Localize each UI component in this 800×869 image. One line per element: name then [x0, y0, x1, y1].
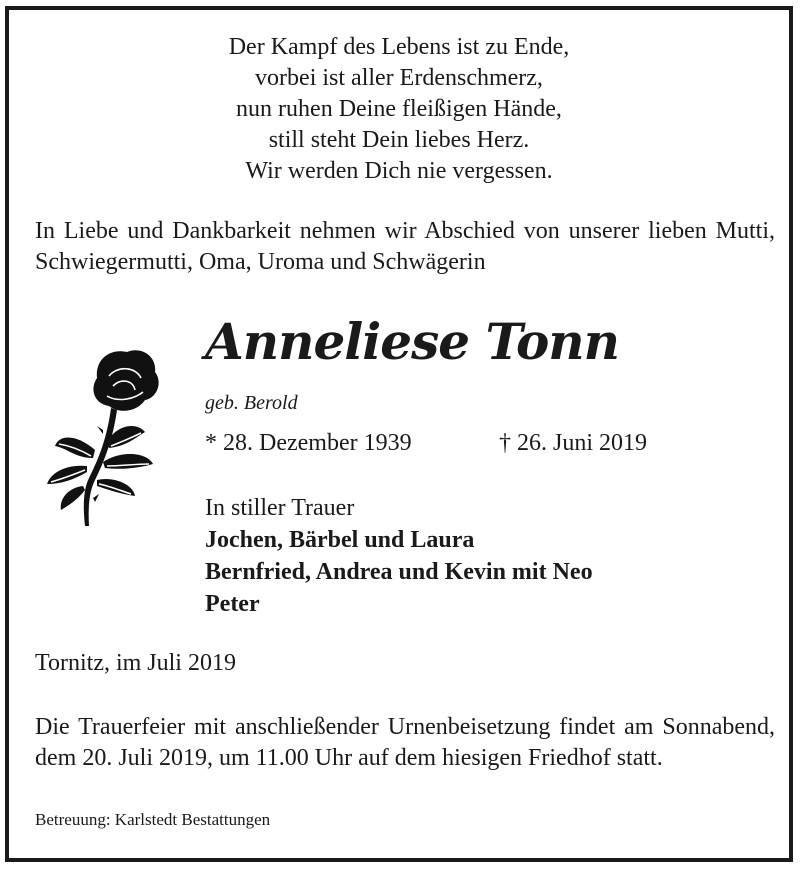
funeral-home-credit: Betreuung: Karlstedt Bestattungen [35, 810, 271, 829]
poem-line: Wir werden Dich nie vergessen. [245, 158, 553, 184]
poem-line: Der Kampf des Lebens ist zu Ende, [228, 34, 570, 60]
life-dates [205, 430, 648, 457]
death-date: † 26. Juni 2019 [499, 430, 648, 456]
mourner-names: Jochen, Bärbel und Laura [205, 527, 475, 553]
birth-name: geb. Berold [205, 392, 298, 414]
mourner-names: Peter [205, 591, 260, 617]
birth-date: * 28. Dezember 1939 [205, 430, 412, 456]
rose-icon [37, 338, 187, 528]
poem-line: still steht Dein liebes Herz. [268, 127, 530, 153]
mourner-names: Bernfried, Andrea und Kevin mit Neo [205, 559, 593, 585]
poem [9, 32, 789, 187]
funeral-service-info: Die Trauerfeier mit anschließender Urnenbeisetzung findet am Sonnabend, dem 20. Juli 2019, um 11.00 Uhr auf dem hiesigen Friedhof statt. [35, 714, 775, 771]
mourners-heading: In stiller Trauer [205, 495, 355, 521]
obituary-notice [5, 6, 793, 862]
poem-line: nun ruhen Deine fleißigen Hände, [236, 96, 562, 122]
mourners [205, 492, 593, 620]
place-date: Tornitz, im Juli 2019 [35, 650, 236, 676]
poem-line: vorbei ist aller Erdenschmerz, [255, 65, 543, 91]
deceased-name: Anneliese Tonn [205, 312, 620, 371]
intro-text: In Liebe und Dankbarkeit nehmen wir Abschied von unserer lieben Mutti, Schwiegermutti, Oma, Uroma und Schwägerin [35, 218, 775, 275]
